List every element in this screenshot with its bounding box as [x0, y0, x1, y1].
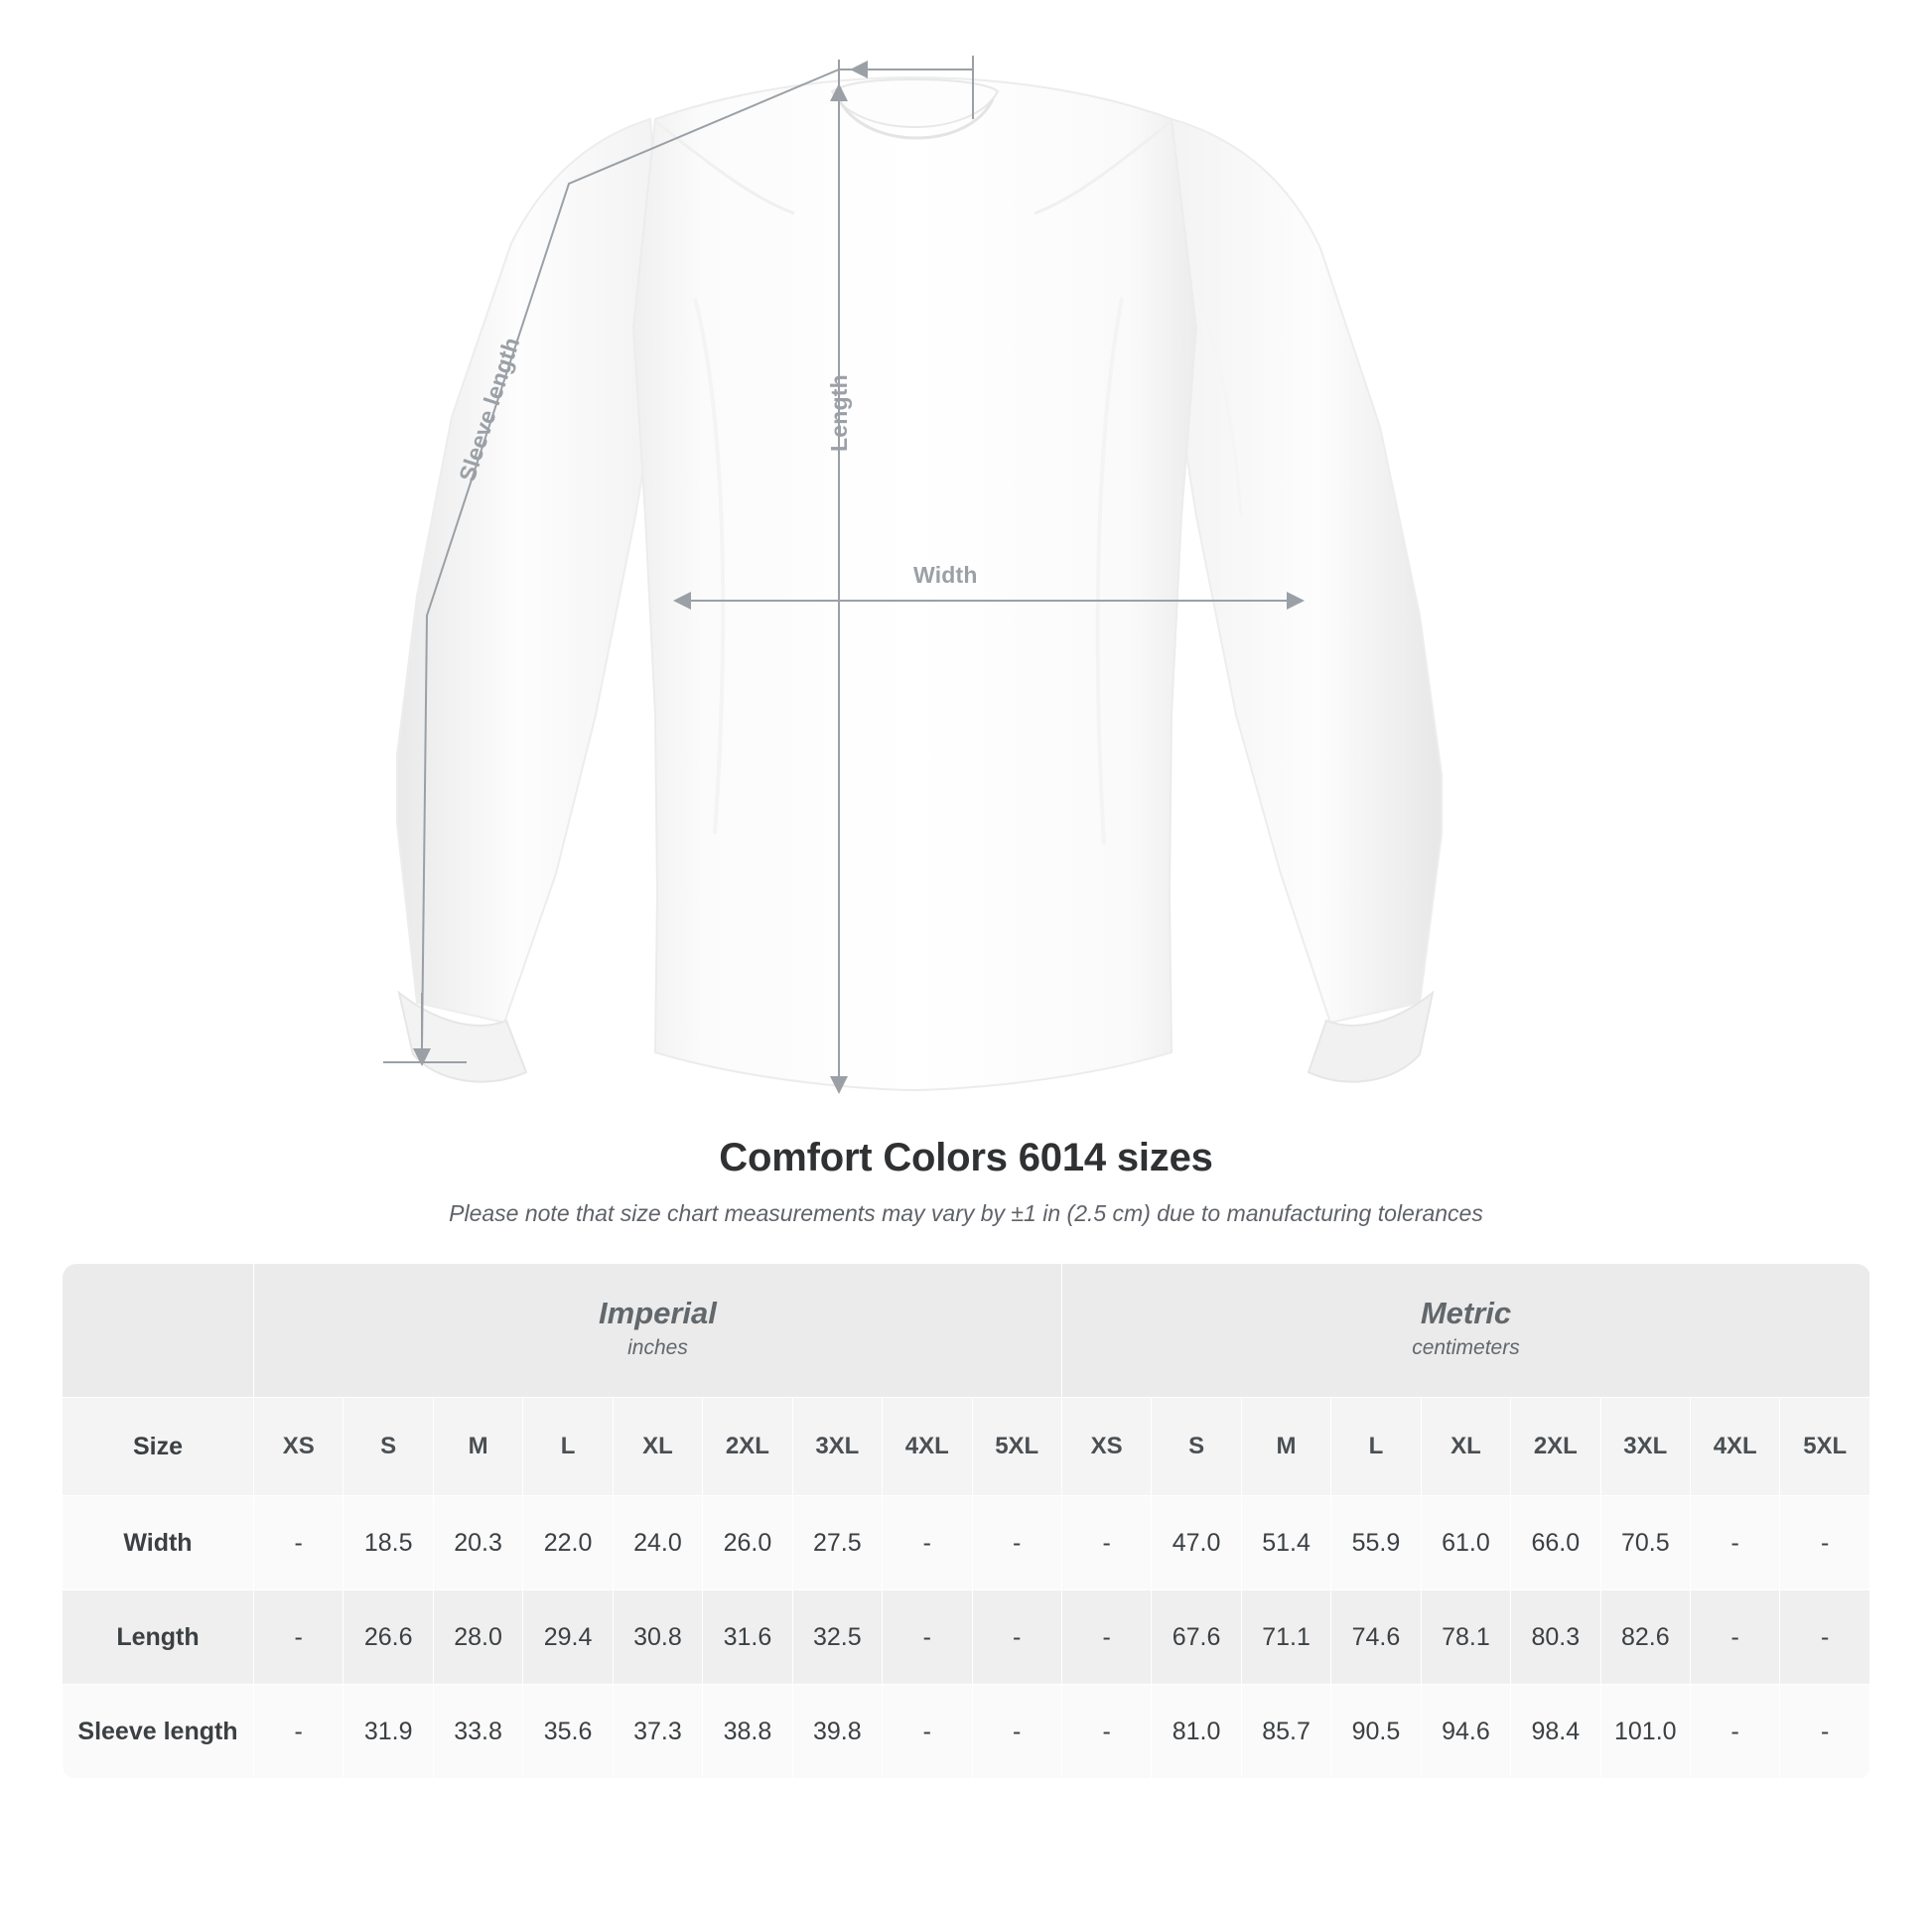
measurement-cell: 22.0: [523, 1496, 613, 1590]
measurement-cell: 81.0: [1152, 1685, 1241, 1779]
sleeve-length-dimension-label: Sleeve length: [454, 334, 525, 485]
page-title: Comfort Colors 6014 sizes: [719, 1136, 1213, 1179]
tolerance-note: Please note that size chart measurements may vary by ±1 in (2.5 cm) due to manufacturing tolerances: [449, 1200, 1483, 1226]
width-dimension-label: Width: [913, 562, 978, 588]
size-column-header: 3XL: [1600, 1398, 1690, 1496]
table-row: [63, 1685, 1870, 1779]
measurement-cell: -: [1780, 1590, 1870, 1685]
measurement-cell: 98.4: [1511, 1685, 1600, 1779]
length-dimension-label: Length: [826, 374, 852, 452]
unit-subtitle: centimeters: [1412, 1336, 1520, 1360]
measurement-cell: -: [883, 1685, 972, 1779]
unit-header-metric: [1061, 1264, 1869, 1398]
measurement-cell: 26.6: [344, 1590, 433, 1685]
measurement-cell: 82.6: [1600, 1590, 1690, 1685]
measurement-cell: -: [1780, 1496, 1870, 1590]
measurement-cell: 31.9: [344, 1685, 433, 1779]
size-header-cell: Size: [63, 1398, 254, 1496]
unit-name: Imperial: [599, 1296, 717, 1331]
measurement-cell: 80.3: [1511, 1590, 1600, 1685]
measurement-cell: 29.4: [523, 1590, 613, 1685]
size-column-header: 5XL: [972, 1398, 1061, 1496]
measurement-cell: -: [883, 1590, 972, 1685]
size-column-header: 3XL: [792, 1398, 882, 1496]
size-column-header: M: [1241, 1398, 1330, 1496]
size-column-header: L: [1331, 1398, 1421, 1496]
size-column-header: 2XL: [1511, 1398, 1600, 1496]
size-column-header: XS: [1061, 1398, 1151, 1496]
measurement-cell: -: [1780, 1685, 1870, 1779]
unit-subtitle: inches: [627, 1336, 688, 1360]
measurement-cell: 90.5: [1331, 1685, 1421, 1779]
measurement-cell: -: [1691, 1590, 1780, 1685]
table-row: [63, 1590, 1870, 1685]
size-column-header: L: [523, 1398, 613, 1496]
size-column-header: 2XL: [703, 1398, 792, 1496]
measurement-cell: 101.0: [1600, 1685, 1690, 1779]
size-column-header: 4XL: [1691, 1398, 1780, 1496]
size-column-header: S: [1152, 1398, 1241, 1496]
measurement-cell: 66.0: [1511, 1496, 1600, 1590]
measurement-cell: -: [1691, 1496, 1780, 1590]
measurement-cell: 32.5: [792, 1590, 882, 1685]
table-row: [63, 1496, 1870, 1590]
measurement-cell: 33.8: [433, 1685, 522, 1779]
measurement-cell: 20.3: [433, 1496, 522, 1590]
measurement-cell: -: [883, 1496, 972, 1590]
measurement-cell: 61.0: [1421, 1496, 1510, 1590]
measurement-cell: -: [1061, 1685, 1151, 1779]
measurement-label: Length: [63, 1590, 254, 1685]
measurement-label: Width: [63, 1496, 254, 1590]
measurement-cell: -: [972, 1590, 1061, 1685]
measurement-cell: 47.0: [1152, 1496, 1241, 1590]
measurement-cell: 74.6: [1331, 1590, 1421, 1685]
size-column-header: S: [344, 1398, 433, 1496]
size-header-row: [63, 1398, 1870, 1496]
measurement-cell: 85.7: [1241, 1685, 1330, 1779]
size-column-header: 4XL: [883, 1398, 972, 1496]
measurement-cell: -: [1691, 1685, 1780, 1779]
measurement-cell: 71.1: [1241, 1590, 1330, 1685]
size-column-header: XS: [254, 1398, 344, 1496]
measurement-label: Sleeve length: [63, 1685, 254, 1779]
measurement-cell: 27.5: [792, 1496, 882, 1590]
unit-name: Metric: [1420, 1296, 1512, 1331]
measurement-cell: 94.6: [1421, 1685, 1510, 1779]
measurement-cell: 37.3: [613, 1685, 702, 1779]
measurement-cell: -: [972, 1685, 1061, 1779]
size-column-header: 5XL: [1780, 1398, 1870, 1496]
table-corner-cell: [63, 1264, 254, 1398]
measurement-cell: 78.1: [1421, 1590, 1510, 1685]
measurement-cell: 31.6: [703, 1590, 792, 1685]
size-table-wrapper: [62, 1263, 1870, 1779]
measurement-cell: -: [972, 1496, 1061, 1590]
measurement-cell: 24.0: [613, 1496, 702, 1590]
measurement-cell: 26.0: [703, 1496, 792, 1590]
measurement-cell: 38.8: [703, 1685, 792, 1779]
measurement-cell: -: [254, 1496, 344, 1590]
measurement-cell: 28.0: [433, 1590, 522, 1685]
measurement-cell: 67.6: [1152, 1590, 1241, 1685]
measurement-cell: 70.5: [1600, 1496, 1690, 1590]
unit-header-imperial: [254, 1264, 1062, 1398]
measurement-cell: -: [1061, 1590, 1151, 1685]
size-column-header: XL: [1421, 1398, 1510, 1496]
measurement-cell: 30.8: [613, 1590, 702, 1685]
measurement-cell: 35.6: [523, 1685, 613, 1779]
measurement-cell: 55.9: [1331, 1496, 1421, 1590]
measurement-cell: -: [254, 1590, 344, 1685]
measurement-cell: -: [254, 1685, 344, 1779]
measurement-cell: 51.4: [1241, 1496, 1330, 1590]
size-table: [62, 1263, 1870, 1779]
size-column-header: M: [433, 1398, 522, 1496]
unit-header-row: [63, 1264, 1870, 1398]
size-column-header: XL: [613, 1398, 702, 1496]
measurement-cell: 18.5: [344, 1496, 433, 1590]
measurement-cell: 39.8: [792, 1685, 882, 1779]
measurement-cell: -: [1061, 1496, 1151, 1590]
